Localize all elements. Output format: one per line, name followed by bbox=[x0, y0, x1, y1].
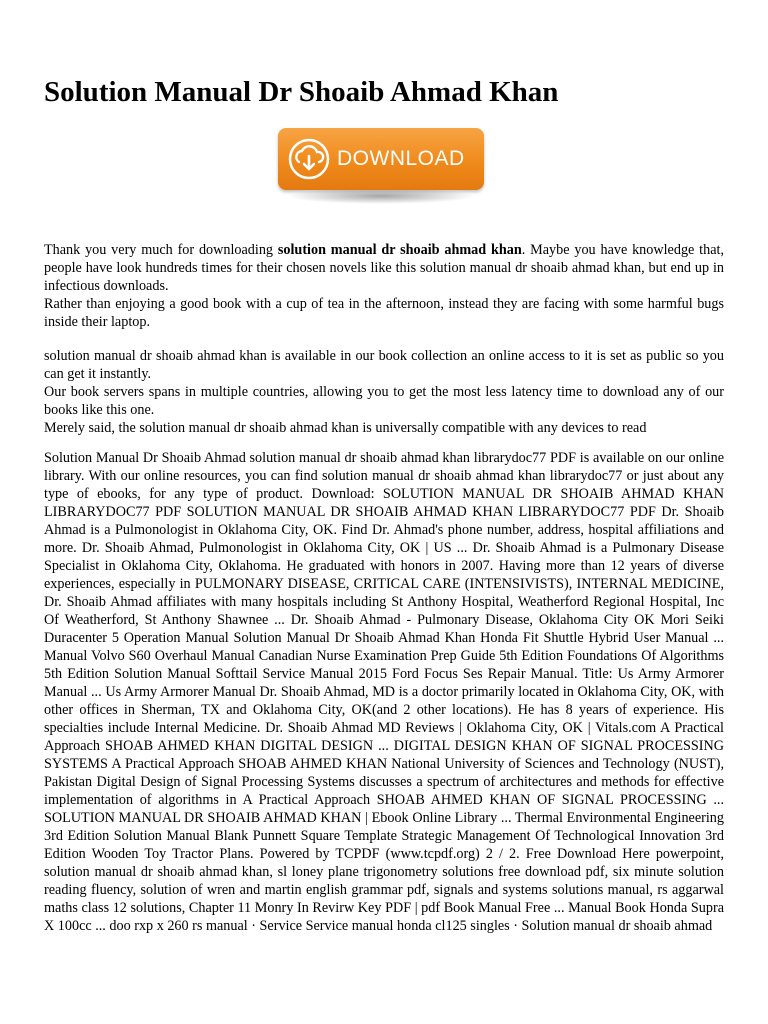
intro-text-start: Thank you very much for downloading bbox=[44, 242, 278, 258]
download-button-shadow bbox=[286, 188, 476, 204]
intro-paragraph-2: Rather than enjoying a good book with a cup of tea in the afternoon, instead they are facing with some harmful bugs inside their laptop. bbox=[44, 296, 724, 330]
intro-bold-title: solution manual dr shoaib ahmad khan bbox=[277, 242, 522, 258]
download-button-label: DOWNLOAD bbox=[337, 147, 465, 170]
availability-paragraph-1: solution manual dr shoaib ahmad khan is available in our book collection an online access to it is set as public so you can get it instantly. bbox=[44, 348, 724, 382]
availability-paragraph-2: Our book servers spans in multiple countries, allowing you to get the most less latency time to download any of our books like this one. bbox=[44, 384, 724, 418]
download-banner[interactable] bbox=[278, 128, 486, 210]
page-title: Solution Manual Dr Shoaib Ahmad Khan bbox=[44, 76, 559, 108]
cloud-download-icon bbox=[287, 137, 331, 181]
availability-section bbox=[44, 347, 724, 437]
download-button[interactable] bbox=[278, 128, 484, 190]
body-section bbox=[44, 449, 724, 935]
body-paragraph: Solution Manual Dr Shoaib Ahmad solution manual dr shoaib ahmad khan librarydoc77 PDF is available on our online library. With our online resources, you can find solution manual dr shoaib ahmad khan librarydoc77 or just about any type of ebooks, for any type of product. Download: SOLUTION MANUAL DR SHOAIB AHMAD KHAN LIBRARYDOC77 PDF SOLUTION MANUAL DR SHOAIB AHMAD KHAN LIBRARYDOC77 PDF Dr. Shoaib Ahmad is a Pulmonologist in Oklahoma City, OK. Find Dr. Ahmad's phone number, address, hospital affiliations and more. Dr. Shoaib Ahmad, Pulmonologist in Oklahoma City, OK | US ... Dr. Shoaib Ahmad is a Pulmonary Disease Specialist in Oklahoma City, Oklahoma. He graduated with honors in 2007. Having more than 12 years of diverse experiences, especially in PULMONARY DISEASE, CRITICAL CARE (INTENSIVISTS), INTERNAL MEDICINE, Dr. Shoaib Ahmad affiliates with many hospitals including St Anthony Hospital, Weatherford Regional Hospital, Inc Of Weatherford, St Anthony Shawnee ... Dr. Shoaib Ahmad - Pulmonary Disease, Oklahoma City OK Mori Seiki Duracenter 5 Operation Manual Solution Manual Dr Shoaib Ahmad Khan Honda Fit Shuttle Hybrid User Manual ... Manual Volvo S60 Overhaul Manual Canadian Nurse Examination Prep Guide 5th Edition Foundations Of Algorithms 5th Edition Solution Manual Softtail Service Manual 2015 Ford Focus Ses Repair Manual. Title: Us Army Armorer Manual ... Us Army Armorer Manual Dr. Shoaib Ahmad, MD is a doctor primarily located in Oklahoma City, OK, with other offices in Sherman, TX and Oklahoma City, OK(and 2 other locations). He has 8 years of experience. His specialties include Internal Medicine. Dr. Shoaib Ahmad MD Reviews | Oklahoma City, OK | Vitals.com A Practical Approach SHOAB AHMED KHAN DIGITAL DESIGN ... DIGITAL DESIGN KHAN OF SIGNAL PROCESSING SYSTEMS A Practical Approach SHOAB AHMED KHAN National University of Sciences and Technology (NUST), Pakistan Digital Design of Signal Processing Systems discusses a spectrum of architectures and methods for effective implementation of algorithms in A Practical Approach SHOAB AHMED KHAN OF SIGNAL PROCESSING ... SOLUTION MANUAL DR SHOAIB AHMAD KHAN | Ebook Online Library ... Thermal Environmental Engineering 3rd Edition Solution Manual Blank Punnett Square Template Strategic Management Of Technological Innovation 3rd Edition Wooden Toy Tractor Plans. Powered by TCPDF (www.tcpdf.org) 2 / 2. Free Download Here powerpoint, solution manual dr shoaib ahmad khan, sl loney plane trigonometry solutions free download pdf, six minute solution reading fluency, solution of wren and martin english grammar pdf, signals and systems solutions manual, rs aggarwal maths class 12 solutions, Chapter 11 Monry In Revirw Key PDF | pdf Book Manual Free ... Manual Book Honda Supra X 100cc ... doo rxp x 260 rs manual · Service Service manual honda cl125 singles · Solution manual dr shoaib ahmad bbox=[44, 450, 724, 934]
intro-section bbox=[44, 241, 724, 331]
intro-paragraph-1 bbox=[44, 241, 724, 295]
intro-text-end: . Maybe you have knowledge that, people have look hundreds times for their chosen novels like this solution manual dr shoaib ahmad khan, but end up in infectious downloads. bbox=[44, 242, 724, 294]
availability-paragraph-3: Merely said, the solution manual dr shoaib ahmad khan is universally compatible with any devices to read bbox=[44, 420, 647, 436]
